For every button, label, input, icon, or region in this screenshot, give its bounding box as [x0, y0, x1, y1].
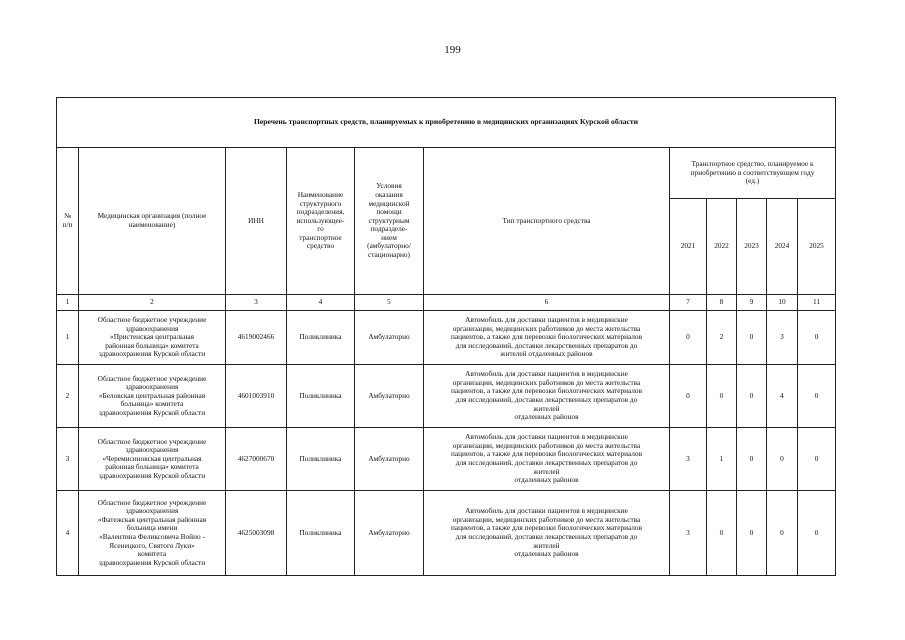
row-2024: 4: [767, 365, 798, 428]
cell-line: «Пристенская центральная: [110, 332, 194, 342]
cell-line: нием: [381, 232, 397, 242]
cell-line: Автомобиль для доставки пациентов в медицинские: [465, 432, 628, 442]
cell-line: больница» комитета: [120, 399, 184, 409]
cell-line: Наименование: [297, 189, 344, 199]
row-2023: 0: [737, 428, 767, 491]
row-conditions: Амбулаторно: [355, 428, 424, 491]
column-number: 11: [798, 295, 836, 311]
column-number: 2: [79, 295, 226, 311]
row-unit: Поликлиника: [287, 491, 355, 576]
cell-line: здравоохранения Курской области: [98, 407, 206, 417]
cell-line: районная больница» комитета: [105, 340, 199, 350]
column-numbers-row: [57, 295, 836, 311]
row-2023: 0: [737, 311, 767, 365]
cell-line: «Беловская центральная районная: [98, 390, 206, 400]
cell-line: Условия: [376, 181, 402, 191]
cell-line: жителей: [533, 466, 560, 476]
cell-line: для исследований, доставки лекарственных препаратов до: [455, 458, 638, 467]
cell-line: структурным: [368, 215, 410, 225]
row-2024: 3: [767, 311, 798, 365]
table-row: [57, 365, 836, 428]
row-vehicle: [424, 428, 670, 491]
row-org: [79, 491, 226, 576]
cell-line: (амбулаторно/: [367, 241, 411, 251]
cell-line: отдаленных районов: [514, 412, 579, 422]
row-2021: 0: [670, 365, 707, 428]
cell-line: здравоохранения Курской области: [98, 557, 206, 567]
cell-line: использующее-: [296, 215, 345, 225]
header-num: [57, 148, 79, 295]
cell-line: организации, медицинских работников до места жительства: [452, 377, 641, 387]
row-org: [79, 365, 226, 428]
cell-line: приобретению в соответствующем году: [690, 167, 815, 177]
cell-line: помощи: [376, 207, 402, 217]
column-number: 6: [424, 295, 670, 311]
row-2022: 1: [707, 428, 737, 491]
cell-line: для исследований, доставки лекарственных препаратов до: [455, 395, 638, 404]
cell-line: районная больница» комитета: [105, 462, 199, 472]
header-inn: ИНН: [226, 148, 287, 295]
cell-line: отдаленных районов: [514, 475, 579, 485]
row-vehicle: [424, 365, 670, 428]
cell-line: наименование): [128, 220, 176, 229]
row-unit: Поликлиника: [287, 365, 355, 428]
column-number: 4: [287, 295, 355, 311]
table-row: [57, 428, 836, 491]
column-number: 7: [670, 295, 707, 311]
column-number: 8: [707, 295, 737, 311]
cell-line: жителей: [533, 403, 560, 413]
cell-line: №: [64, 211, 71, 221]
cell-line: «Валентина Феликсовича Войно -: [99, 532, 205, 541]
cell-line: транспортное: [299, 232, 342, 242]
column-number: 10: [767, 295, 798, 311]
row-vehicle: [424, 311, 670, 365]
row-inn: 4601003910: [226, 365, 287, 428]
cell-line: Областное бюджетное учреждение: [97, 436, 207, 446]
header-year-2023: 2023: [737, 199, 767, 295]
cell-line: Транспортное средство, планируемое к: [691, 159, 814, 169]
table-row: [57, 311, 836, 365]
cell-line: Автомобиль для доставки пациентов в медицинские: [465, 369, 628, 379]
row-2022: 2: [707, 311, 737, 365]
header-year-2021: 2021: [670, 199, 707, 295]
row-conditions: Амбулаторно: [355, 491, 424, 576]
cell-line: средство: [306, 241, 335, 251]
row-2022: 0: [707, 491, 737, 576]
cell-line: организации, медицинских работников до места жительства: [452, 514, 641, 524]
cell-line: Медицинская организация (полное: [97, 211, 207, 221]
row-2021: 0: [670, 311, 707, 365]
row-vehicle: [424, 491, 670, 576]
header-year-2024: 2024: [767, 199, 798, 295]
vehicles-table: [56, 97, 836, 576]
header-unit: [287, 148, 355, 295]
cell-line: здравоохранения: [125, 382, 179, 392]
cell-line: здравоохранения: [125, 445, 179, 455]
cell-line: «Фатежская центральная районная: [97, 514, 207, 524]
row-num: 1: [57, 311, 79, 365]
row-inn: 4627000670: [226, 428, 287, 491]
row-num: 3: [57, 428, 79, 491]
row-2025: 0: [798, 491, 836, 576]
cell-line: Ясенецкого, Святого Луки»: [109, 540, 195, 550]
row-conditions: Амбулаторно: [355, 311, 424, 365]
header-conditions: [355, 148, 424, 295]
header-year-2022: 2022: [707, 199, 737, 295]
cell-line: «Черемисиновская центральная: [102, 453, 202, 463]
row-unit: Поликлиника: [287, 311, 355, 365]
cell-line: пациентов, а также для перевозки биологических материалов: [450, 332, 643, 342]
cell-line: (ед.): [745, 176, 760, 186]
cell-line: медицинской: [368, 198, 410, 208]
row-2023: 0: [737, 491, 767, 576]
cell-line: жителей: [533, 540, 560, 550]
cell-line: Областное бюджетное учреждение: [97, 373, 207, 383]
row-org: [79, 428, 226, 491]
column-number: 3: [226, 295, 287, 311]
cell-line: здравоохранения: [125, 323, 179, 333]
column-number: 1: [57, 295, 79, 311]
cell-line: Областное бюджетное учреждение: [97, 497, 207, 507]
cell-line: организации, медицинских работников до места жительства: [452, 440, 641, 450]
cell-line: п/п: [62, 220, 73, 229]
table-row: [57, 491, 836, 576]
cell-line: Областное бюджетное учреждение: [97, 315, 207, 325]
cell-line: структурного: [299, 198, 342, 208]
row-inn: 4625003098: [226, 491, 287, 576]
header-vehicle-type: Тип транспортного средства: [424, 148, 670, 295]
row-2025: 0: [798, 428, 836, 491]
header-planned-group: [670, 148, 836, 199]
column-number: 5: [355, 295, 424, 311]
cell-line: здравоохранения Курской области: [98, 470, 206, 480]
row-unit: Поликлиника: [287, 428, 355, 491]
column-number: 9: [737, 295, 767, 311]
page-number: 199: [444, 44, 461, 56]
row-2021: 3: [670, 428, 707, 491]
row-inn: 4619002466: [226, 311, 287, 365]
cell-line: стационарно): [368, 250, 410, 260]
row-2024: 0: [767, 491, 798, 576]
row-2022: 0: [707, 365, 737, 428]
cell-line: комитета: [137, 549, 167, 559]
cell-line: пациентов, а также для перевозки биологических материалов: [450, 449, 643, 459]
cell-line: здравоохранения Курской области: [98, 349, 206, 359]
cell-line: организации, медицинских работников до места жительства: [452, 323, 641, 333]
cell-line: для исследований, доставки лекарственных препаратов до: [455, 340, 638, 350]
row-num: 2: [57, 365, 79, 428]
row-2021: 3: [670, 491, 707, 576]
cell-line: для исследований, доставки лекарственных препаратов до: [455, 532, 638, 541]
row-2024: 0: [767, 428, 798, 491]
cell-line: Автомобиль для доставки пациентов в медицинские: [465, 506, 628, 516]
cell-line: Автомобиль для доставки пациентов в медицинские: [465, 315, 628, 325]
header-org: [79, 148, 226, 295]
cell-line: здравоохранения: [125, 506, 179, 516]
row-num: 4: [57, 491, 79, 576]
cell-line: подразделения,: [296, 207, 345, 217]
cell-line: подразделе-: [370, 224, 408, 234]
header-year-2025: 2025: [798, 199, 836, 295]
cell-line: жителей отдаленных районов: [500, 349, 593, 359]
row-conditions: Амбулаторно: [355, 365, 424, 428]
row-org: [79, 311, 226, 365]
cell-line: го: [317, 224, 324, 234]
cell-line: пациентов, а также для перевозки биологических материалов: [450, 386, 643, 396]
row-2023: 0: [737, 365, 767, 428]
cell-line: отдаленных районов: [514, 549, 579, 559]
cell-line: больница имени: [126, 523, 178, 533]
cell-line: пациентов, а также для перевозки биологических материалов: [450, 523, 643, 533]
table-title: Перечень транспортных средств, планируемых к приобретению в медицинских организациях Курской области: [57, 98, 836, 148]
row-2025: 0: [798, 365, 836, 428]
row-2025: 0: [798, 311, 836, 365]
cell-line: оказания: [375, 189, 403, 199]
